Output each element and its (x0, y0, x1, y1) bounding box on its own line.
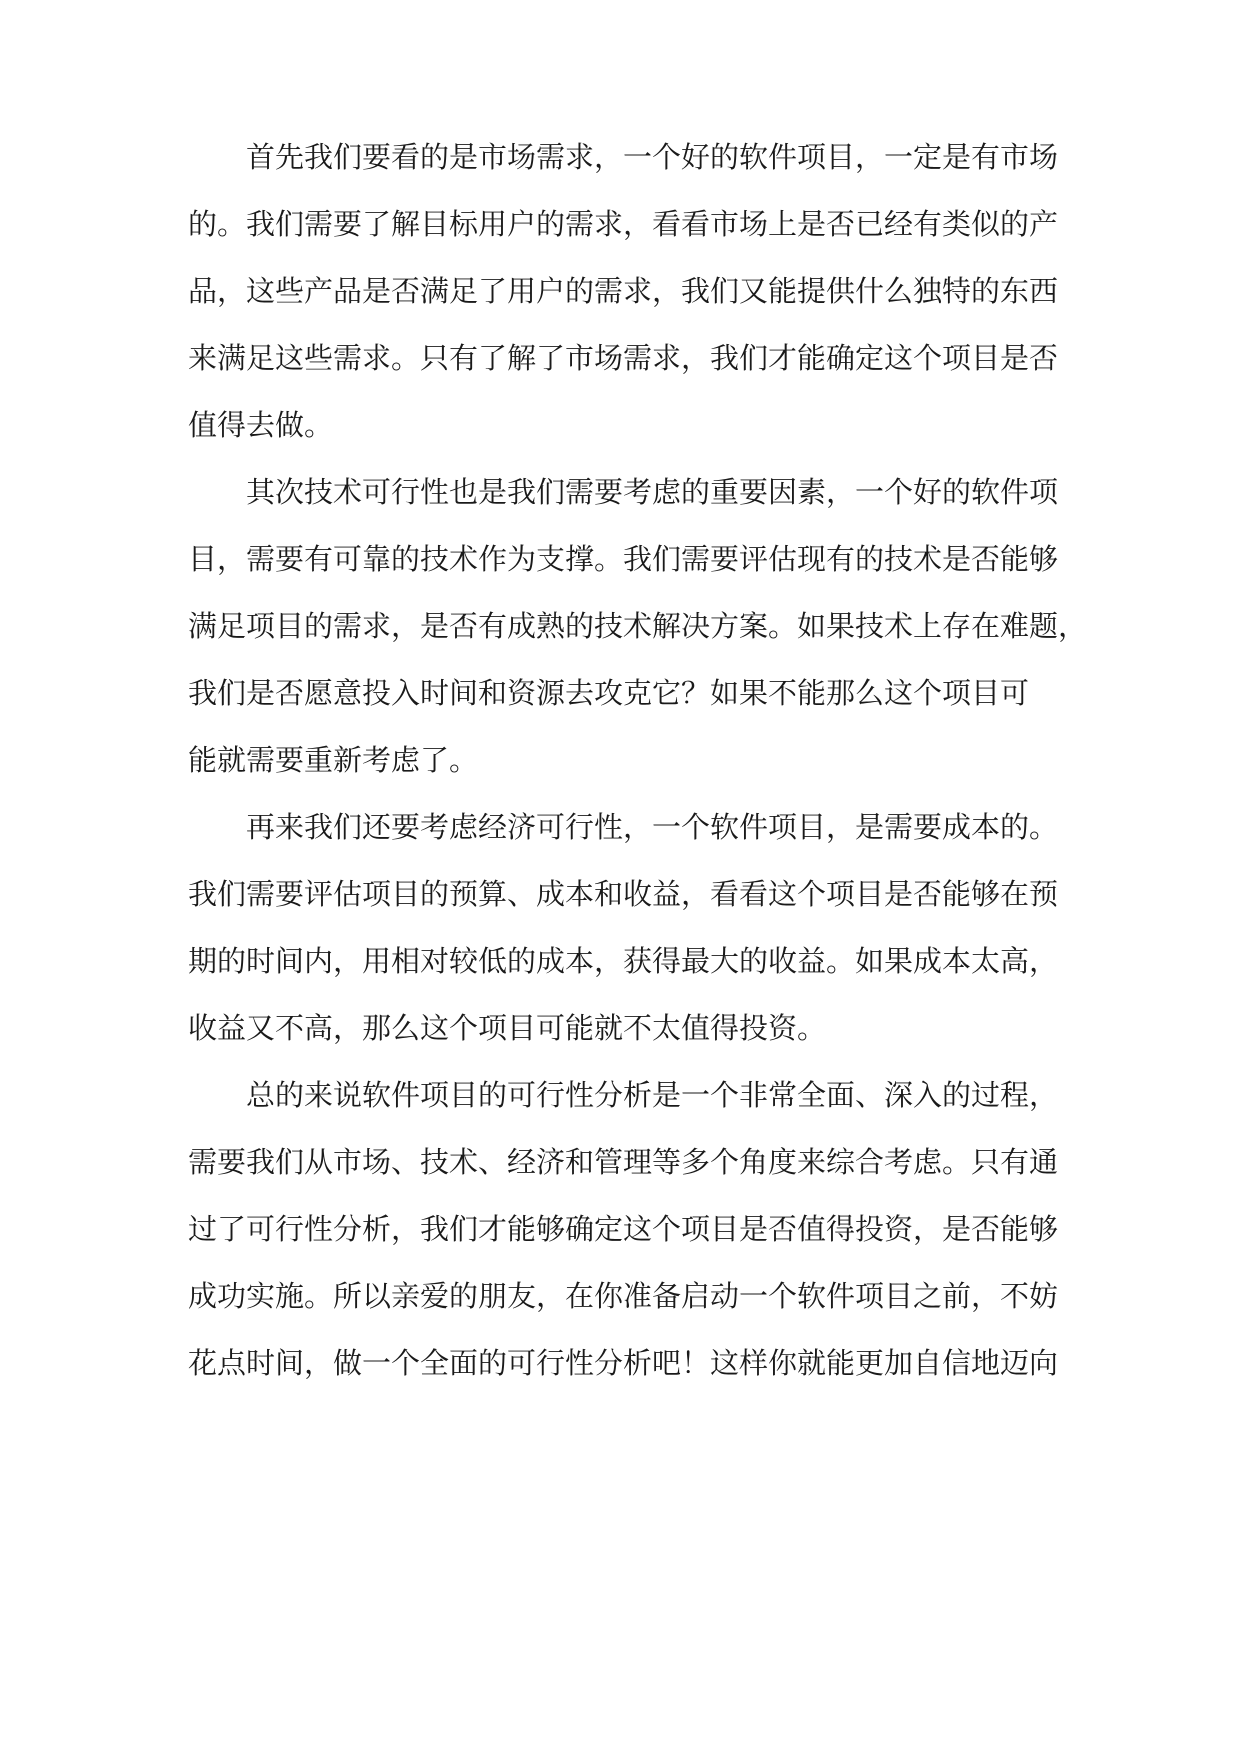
paragraph-3-line-4: 收益又不高，那么这个项目可能就不太值得投资。 (188, 1011, 827, 1045)
paragraph-1-line-2: 的。我们需要了解目标用户的需求，看看市场上是否已经有类似的产 (188, 207, 1059, 241)
paragraph-2-line-2: 目，需要有可靠的技术作为支撑。我们需要评估现有的技术是否能够 (188, 542, 1059, 576)
paragraph-1-line-5: 值得去做。 (188, 408, 334, 442)
paragraph-4-line-4: 成功实施。所以亲爱的朋友，在你准备启动一个软件项目之前，不妨 (188, 1279, 1059, 1313)
paragraph-4-line-3: 过了可行性分析，我们才能够确定这个项目是否值得投资，是否能够 (188, 1212, 1059, 1246)
paragraph-3-line-1: 再来我们还要考虑经济可行性，一个软件项目，是需要成本的。 (246, 810, 1059, 844)
paragraph-3-line-3: 期的时间内，用相对较低的成本，获得最大的收益。如果成本太高， (188, 944, 1059, 978)
paragraph-3-line-2: 我们需要评估项目的预算、成本和收益，看看这个项目是否能够在预 (188, 877, 1059, 911)
paragraph-1-line-4: 来满足这些需求。只有了解了市场需求，我们才能确定这个项目是否 (188, 341, 1059, 375)
paragraph-2-line-3: 满足项目的需求，是否有成熟的技术解决方案。如果技术上存在难题， (188, 609, 1088, 643)
paragraph-2-line-4: 我们是否愿意投入时间和资源去攻克它？如果不能那么这个项目可 (188, 676, 1030, 710)
paragraph-1-line-1: 首先我们要看的是市场需求，一个好的软件项目，一定是有市场 (246, 140, 1059, 174)
paragraph-2-line-1: 其次技术可行性也是我们需要考虑的重要因素，一个好的软件项 (246, 475, 1059, 509)
paragraph-4-line-1: 总的来说软件项目的可行性分析是一个非常全面、深入的过程， (246, 1078, 1059, 1112)
paragraph-2-line-5: 能就需要重新考虑了。 (188, 743, 479, 777)
paragraph-4-line-2: 需要我们从市场、技术、经济和管理等多个角度来综合考虑。只有通 (188, 1145, 1059, 1179)
paragraph-4-line-5: 花点时间，做一个全面的可行性分析吧！这样你就能更加自信地迈向 (188, 1346, 1059, 1380)
paragraph-1-line-3: 品，这些产品是否满足了用户的需求，我们又能提供什么独特的东西 (188, 274, 1059, 308)
